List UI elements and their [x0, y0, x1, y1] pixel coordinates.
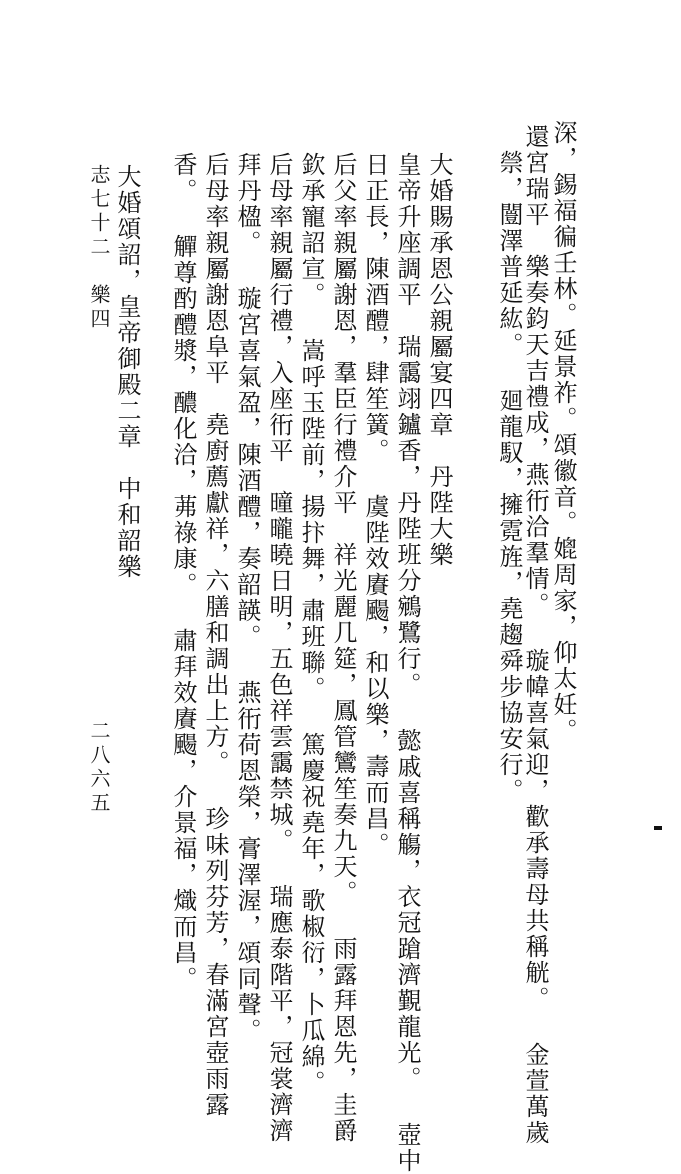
text-column-3: 還宮瑞平 樂奏鈞天吉禮成，燕衎洽羣情。 璇幃喜氣迎，歡承壽母共稱觥。 金萱萬歲: [521, 124, 549, 1146]
text-column-5: 日正長，陳酒醴，肆笙簧。 虞陛效賡颺，和以樂，壽而昌。: [361, 152, 389, 858]
text-column-10: 后母率親屬謝恩阜平 堯廚薦獻祥，六膳和調出上方。 珍味列芬芳，春滿宮壺雨露: [201, 152, 229, 1118]
text-column-2: 禜，闓澤普延紘。 廻龍馭，擁霓旌，堯趨舜步協安行。: [495, 150, 523, 804]
text-column-6: 后父率親屬謝恩，羣臣行禮介平 祥光麗几筵，鳳管鸞笙奏九天。 雨露拜恩先，圭爵: [329, 152, 357, 1144]
page-number: 二八六五: [87, 720, 111, 816]
text-column-11: 香。 觶尊酌醴漿，醲化洽，茀祿康。 肅拜效賡颺，介景福，熾而昌。: [169, 152, 197, 992]
crop-mark: [654, 826, 662, 830]
chapter-label: 志七十二 樂四: [87, 164, 111, 332]
text-column-7: 欽承寵詔宣。 嵩呼玉陛前，揚抃舞，肅班聯。 篤慶祝堯年，歌椒衍，卜瓜綿。: [297, 152, 325, 1096]
section-heading-2: 大婚頌詔，皇帝御殿二章 中和韶樂: [113, 164, 141, 580]
text-column-8: 后母率親屬行禮，入座衎平 曈曨曉日明，五色祥雲靄禁城。 瑞應泰階平，冠裳濟濟: [265, 152, 293, 1144]
text-column-4: 皇帝升座調平 瑞靄翊鑪香，丹陛班分鵷鷺行。 懿戚喜稱觴，衣冠蹌濟覲龍光。 壺中: [393, 152, 421, 1174]
section-heading-1: 大婚賜承恩公親屬宴四章 丹陛大樂: [425, 152, 453, 568]
text-column-9: 拜丹楹。 璇宮喜氣盈，陳酒醴，奏韶韺。 燕衎荷恩榮，膏澤渥，頌同聲。: [233, 152, 261, 1044]
text-column-1: 深，錫福徧壬林。延景祚。頌徽音。媲周家，仰太妊。: [549, 120, 577, 744]
